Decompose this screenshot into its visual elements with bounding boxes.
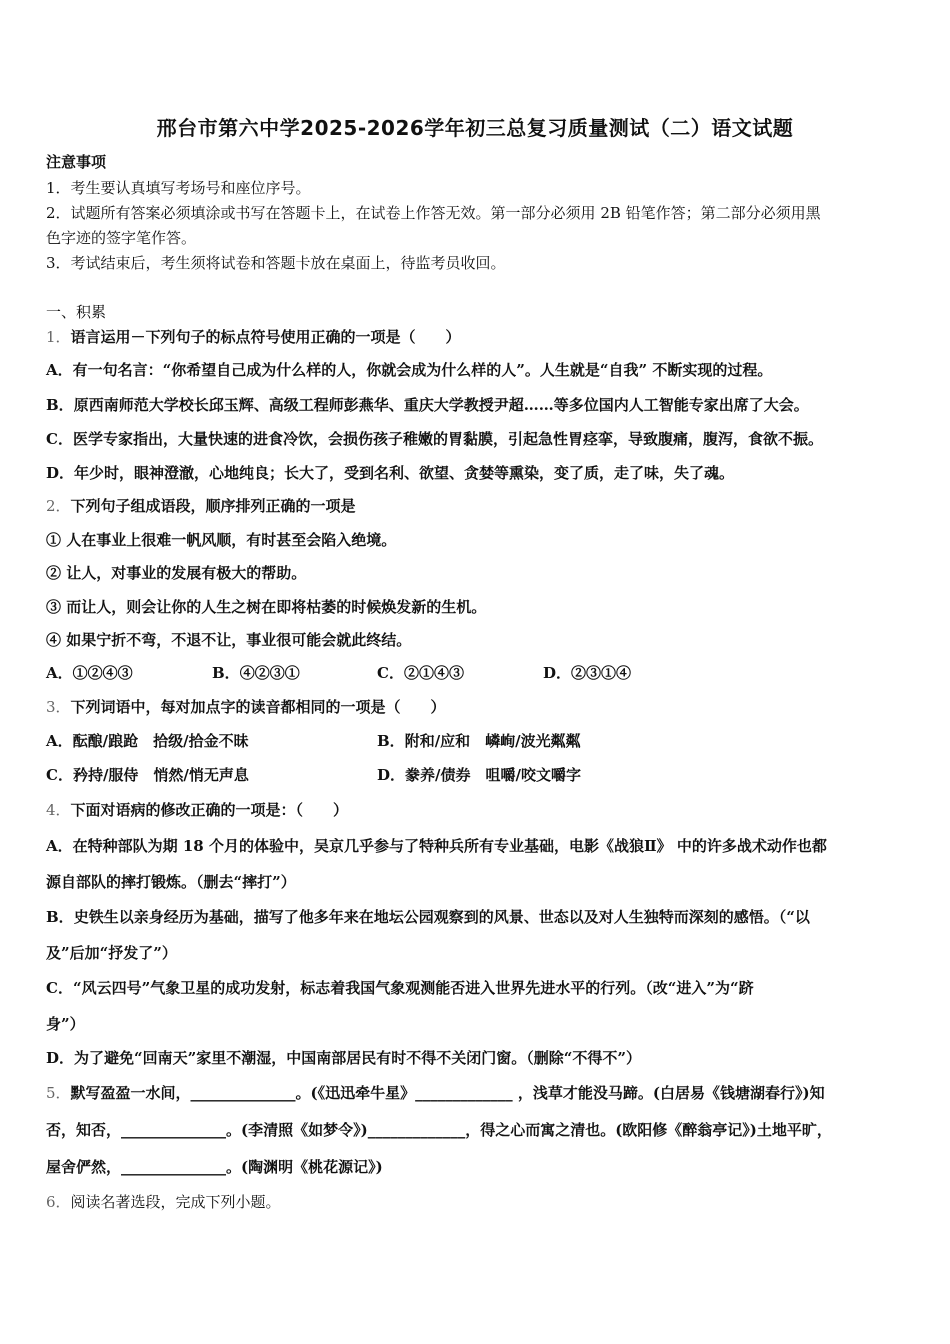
question-number: 6． <box>46 1193 71 1211</box>
q3-option-b <box>377 731 581 751</box>
question-3-stem <box>46 697 908 717</box>
section-heading: 一、积累 <box>46 303 107 321</box>
option-label: D． <box>46 1049 75 1067</box>
option-text: ①②④③ <box>72 664 133 682</box>
q1-option-d <box>46 463 908 483</box>
option-label: B． <box>46 908 74 926</box>
notice-item-1: 1．考生要认真填写考场号和座位序号。 <box>46 179 311 197</box>
question-number: 4． <box>46 801 71 819</box>
option-text: 豢养/债券 咀嚼/咬文嚼字 <box>405 766 581 784</box>
option-text: “风云四号”气象卫星的成功发射，标志着我国气象观测能否进入世界先进水平的行列。（改“进入”为“跻 <box>72 979 754 997</box>
q2-option-d <box>543 663 631 683</box>
option-label: D． <box>46 464 75 482</box>
option-label: B． <box>212 664 240 682</box>
question-number: 2． <box>46 497 71 515</box>
question-5-line-1 <box>46 1083 908 1103</box>
option-label: A． <box>46 664 73 682</box>
question-text: 阅读名著选段，完成下列小题。 <box>70 1193 281 1211</box>
q2-sentence-4: ④ 如果宁折不弯，不退不让，事业很可能会就此终结。 <box>46 631 412 649</box>
option-label: A． <box>46 837 73 855</box>
option-label: C． <box>46 430 73 448</box>
q4-option-c-cont: 身”） <box>46 1015 85 1033</box>
q3-option-a <box>46 731 249 751</box>
q2-sentence-1: ① 人在事业上很难一帆风顺，有时甚至会陷入绝境。 <box>46 531 397 549</box>
question-5-line-2: 否，知否，______________。(李清照《如梦令》)_____________，得之心而寓之清也。(欧阳修《醉翁亭记》)土地平旷， <box>46 1121 832 1139</box>
question-text: 下列句子组成语段，顺序排列正确的一项是 <box>70 497 356 515</box>
option-text: 原西南师范大学校长邱玉辉、高级工程师彭燕华、重庆大学教授尹超……等多位国内人工智能专家出席了大会。 <box>73 396 809 414</box>
question-text: 语言运用－下列句子的标点符号使用正确的一项是（ ） <box>70 328 461 346</box>
question-text: 下列词语中，每对加点字的读音都相同的一项是（ ） <box>70 698 446 716</box>
q4-option-c <box>46 978 908 998</box>
q3-option-c <box>46 765 249 785</box>
q4-option-b <box>46 907 908 927</box>
q2-option-a <box>46 663 133 683</box>
option-label: C． <box>46 979 73 997</box>
q1-option-a <box>46 360 908 380</box>
option-label: C． <box>377 664 404 682</box>
question-6-stem <box>46 1192 908 1212</box>
option-text: ④②③① <box>239 664 300 682</box>
q2-option-b <box>212 663 300 683</box>
option-text: ②①④③ <box>403 664 464 682</box>
notice-item-2-cont: 色字迹的签字笔作答。 <box>46 229 197 247</box>
q2-option-c <box>377 663 464 683</box>
question-number: 5． <box>46 1084 71 1102</box>
option-text: 附和/应和 嶙峋/波光粼粼 <box>404 732 581 750</box>
option-text: 矜持/服侍 悄然/悄无声息 <box>72 766 249 784</box>
notice-heading: 注意事项 <box>46 153 107 171</box>
option-label: D． <box>543 664 572 682</box>
option-text: 有一句名言：“你希望自己成为什么样的人，你就会成为什么样的人”。人生就是“自我” 不断实现的过程。 <box>72 361 773 379</box>
q3-option-d <box>377 765 581 785</box>
notice-item-2: 2．试题所有答案必须填涂或书写在答题卡上，在试卷上作答无效。第一部分必须用 2B 铅笔作答；第二部分必须用黑 <box>46 204 821 222</box>
page-title: 邢台市第六中学2025-2026学年初三总复习质量测试（二）语文试题 <box>156 116 794 140</box>
option-label: A． <box>46 361 73 379</box>
q2-sentence-2: ② 让人，对事业的发展有极大的帮助。 <box>46 564 307 582</box>
option-label: B． <box>377 732 405 750</box>
option-text: ②③①④ <box>571 664 632 682</box>
notice-item-3: 3．考试结束后，考生须将试卷和答题卡放在桌面上，待监考员收回。 <box>46 254 506 272</box>
question-number: 3． <box>46 698 71 716</box>
q4-option-a <box>46 836 908 856</box>
q4-option-d <box>46 1048 908 1068</box>
option-text: 酝酿/踉跄 拾级/拾金不昧 <box>72 732 249 750</box>
option-text: 医学专家指出，大量快速的进食冷饮，会损伤孩子稚嫩的胃黏膜，引起急性胃痉挛，导致腹痛，腹泻，食欲不振。 <box>72 430 823 448</box>
question-number: 1． <box>46 328 71 346</box>
q4-option-a-cont: 源自部队的摔打锻炼。（删去“摔打”） <box>46 873 296 891</box>
option-text: 为了避免“回南天”家里不潮湿，中国南部居民有时不得不关闭门窗。（删除“不得不”） <box>74 1049 642 1067</box>
question-text: 默写盈盈一水间，______________。(《迅迅牵牛星》_____________ ，浅草才能没马蹄。(白居易《钱塘湖春行》)知 <box>70 1084 825 1102</box>
question-4-stem <box>46 800 908 820</box>
question-text: 下面对语病的修改正确的一项是：（ ） <box>70 801 349 819</box>
question-5-line-3: 屋舍俨然，______________。(陶渊明《桃花源记》) <box>46 1158 383 1176</box>
q4-option-b-cont: 及”后加“抒发了”） <box>46 944 177 962</box>
option-label: C． <box>46 766 73 784</box>
q1-option-c <box>46 429 908 449</box>
option-text: 在特种部队为期 18 个月的体验中，吴京几乎参与了特种兵所有专业基础，电影《战狼Ⅱ》 中的许多战术动作也都 <box>72 837 827 855</box>
question-1-stem <box>46 327 908 347</box>
question-2-stem <box>46 496 908 516</box>
q1-option-b <box>46 395 908 415</box>
option-label: A． <box>46 732 73 750</box>
option-label: B． <box>46 396 74 414</box>
option-text: 年少时，眼神澄澈，心地纯良；长大了，受到名利、欲望、贪婪等熏染，变了质，走了味，失了魂。 <box>74 464 735 482</box>
option-text: 史铁生以亲身经历为基础，描写了他多年来在地坛公园观察到的风景、世态以及对人生独特而深刻的感悟。（“以 <box>73 908 810 926</box>
q2-sentence-3: ③ 而让人，则会让你的人生之树在即将枯萎的时候焕发新的生机。 <box>46 598 487 616</box>
option-label: D． <box>377 766 406 784</box>
